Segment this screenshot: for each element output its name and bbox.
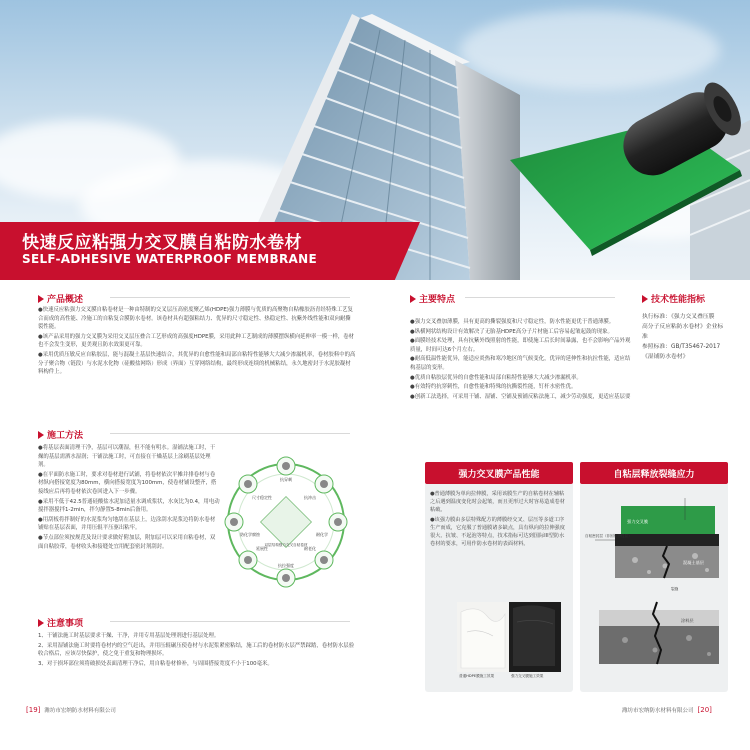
circle-label: 耐老化: [304, 546, 316, 551]
spec-line: 准: [642, 334, 648, 340]
section-heading-notes: [38, 616, 83, 629]
performance-circle-diagram: [222, 444, 350, 602]
photo-caption-cross: 强力交叉膜施工效果: [511, 674, 544, 678]
footer-company-right: 潍坊市宏纳防水材料有限公司: [622, 708, 694, 714]
footer-company-left: 潍坊市宏纳防水材料有限公司: [44, 708, 116, 714]
card-paragraph: ●普通薄膜为单向拉伸膜，采用该膜生产的自粘卷材在辅粘之后遇到温度变化时会起皱，而且更形过大时容易造成卷材粘破。: [430, 491, 565, 514]
membrane-comparison-photo: [457, 602, 561, 682]
circle-label: 抗冲击: [304, 495, 316, 500]
spec-line: 执行标准：《强力交叉叠压膜: [642, 314, 715, 320]
membrane-roll-image: [470, 60, 750, 270]
notes-paragraph: 2、采用湿铺法施工时要将卷材内的空气赶出，并用压辊碾压使卷材与水泥浆紧密粘结，施工后的卷材防水层严禁踩踏，卷材防水层验收合格后，应该尽快保护，使之免于重复和物理损坏。: [38, 642, 355, 658]
features-text: [410, 318, 635, 402]
method-text: [38, 444, 220, 552]
section-heading-label: 技术性能指标: [651, 295, 706, 305]
method-paragraph: ●在平面防水施工时，要求对卷材进行试铺，将卷材依次平摊并排卷材与卷材纵向搭接宽度为80mm，横向搭接宽度为100mm，使卷材铺设整齐，搭接线应后再将卷材依次卷回进入下一步骤。: [38, 471, 217, 495]
triangle-icon: [38, 619, 44, 627]
crack-stress-diagram: [585, 490, 723, 686]
triangle-icon: [38, 431, 44, 439]
page-number-right: [20]: [697, 706, 712, 714]
diagram-label-membrane: 强力交叉膜: [627, 519, 648, 524]
feature-item: ●面膜经技术处理，具有抗紫外线照射的性能，即使施工后长时间暴露，也不会影响产品外观质量，时间可达6个月左右。: [410, 338, 631, 353]
overview-paragraph: ●采用优质压敏反应自粘胶层，能与混凝土基层快速结合，其优异的自愈性能和局部自粘特性能够大大减少渗漏机率，卷材胶料中的高分子聚合物（链段）与水泥水化物（硅酸盐网络）形成（界面）互穿网络结构，最终形成连续的机械粘结，永久地密封于水泥胶凝材料构件上。: [38, 351, 356, 376]
product-title-cn: 快速反应粘强力交叉膜自粘防水卷材: [22, 233, 302, 253]
circle-label: 抗拉强度: [278, 563, 294, 568]
diagram-label-adhesive: 自粘密封层（非固化特性层）: [585, 534, 632, 538]
feature-item: ●创新工法选择，可采用干铺、湿铺、空铺及预铺反粘法施工，减少劳动强度，更适应基层要: [410, 393, 631, 400]
spec-line: 高分子反应粘防水卷材》企业标: [642, 324, 724, 330]
section-heading-overview: [38, 292, 83, 305]
divider: [110, 433, 350, 434]
notes-paragraph: 1、干铺法施工时基层要求干燥、干净，并用专用基层处理剂进行基层处理。: [38, 633, 220, 639]
section-heading-specs: [642, 292, 705, 305]
section-heading-label: 施工方法: [47, 431, 84, 441]
card-title-stress-release: 自粘层释放裂缝应力: [580, 462, 728, 484]
section-heading-method: [38, 428, 83, 441]
footer-right: [622, 706, 712, 714]
feature-item: ●有效特约抗穿刺性，自愈性能和特殊的抗撕裂性能，钉杆水密性优。: [410, 384, 577, 391]
method-paragraph: ●用刮板将拌制好的水泥浆均匀地刮在基层上，边涂刮水泥浆边将防水卷材铺贴在基层表面，并用压辊平压驱出粘牢。: [38, 516, 216, 532]
notes-text: [38, 632, 356, 669]
section-heading-features: [410, 292, 455, 305]
triangle-icon: [410, 295, 416, 303]
overview-text: [38, 306, 356, 378]
footer-left: [26, 706, 116, 714]
diagram-label-coating: 涂料层: [681, 618, 694, 623]
circle-label: 延展性: [256, 546, 268, 551]
method-paragraph: ●节点部位须按规范及设计要求做好附加层，附加层可以采用自粘卷材，双面自粘胶带，卷材收头和接缝处宜用配套密封剂刮封。: [38, 534, 216, 550]
section-heading-label: 注意事项: [47, 619, 84, 629]
divider: [465, 297, 615, 298]
divider: [110, 297, 350, 298]
photo-caption-normal: 普通HDPE膜施工效果: [459, 674, 495, 678]
card-left-text: [430, 490, 568, 549]
card-paragraph: ●该强力膜由多层特殊配方的薄膜经交叉、层压等多道工序生产而成，它克服了普通膜诸多缺点，具有纵向的拉伸强度很大、抗皱、不起泡等特点，技术指标可达到国际III型防水卷材的要求，可用作防水卷材的表面材料。: [430, 516, 565, 548]
circle-label: 防化学腐蚀: [240, 532, 260, 537]
page-number-left: [19]: [26, 706, 41, 714]
product-title-en: SELF-ADHESIVE WATERPROOF MEMBRANE: [22, 252, 317, 266]
diagram-label-crack: 裂缝: [671, 587, 679, 591]
spec-standards: [642, 312, 742, 362]
feature-item: ●优质自粘胶层优异的自愈性能和局部自粘特性能够大大减少渗漏机率。: [410, 374, 582, 381]
feature-item: ●耐高低温性能优异，能适应炎热和寒冷地区的气候变化，优异的延伸性和抗拉性能，适应结构基层的变形。: [410, 356, 631, 371]
circle-label: 尺寸稳定性: [252, 495, 272, 500]
overview-paragraph: ●快速反应粘强力交叉膜自粘卷材是一种由特制的交叉层压高密度聚乙烯(HDPE)强力薄膜与优质的高聚物自粘橡胶沥青经特殊工艺复合而成的高性能、冷施工的自粘复合膜防水卷材。该卷材具有超强粘结力、优异的尺寸稳定性、热稳定性、抗紫外线性能和双向耐撕裂性能。: [38, 307, 353, 331]
spec-line: 参照标准：GB/T35467-2017: [642, 344, 721, 350]
card-title-membrane-performance: 强力交叉膜产品性能: [425, 462, 573, 484]
section-heading-label: 主要特点: [419, 295, 456, 305]
notes-paragraph: 3、对于损坏部位须将破损处表面清理干净后，用自粘卷材修补，与周围搭接宽度不小于100毫米。: [38, 660, 273, 667]
triangle-icon: [642, 295, 648, 303]
feature-item: ●纵横网状结构设计有效解决了无胎基HDPE高分子片材施工后容易起皱起鼓的现象。: [410, 328, 613, 335]
diagram-label-substrate: 混凝土基层: [683, 560, 704, 565]
method-paragraph: ●将基层表面清理干净，基层可以潮湿，但不能有明水。湿铺法施工时，干燥的基层需洒水湿润；干铺法施工时，可直接在干燥基层上涂刷基层处理剂。: [38, 445, 216, 469]
feature-item: ●强力交叉叠加薄膜，具有更高的撕裂强度和尺寸稳定性，防水性能更优于普通薄膜。: [410, 319, 615, 325]
circle-label: 抗穿刺: [280, 477, 292, 482]
overview-paragraph: ●该产品采用的强力交叉膜为采用交叉层压叠合工艺形成的高强度HDPE膜，采用此种工艺制成的薄膜摆纵横向延伸率一模一样，卷材也不会发生变形，更美观且防水效果更可靠。: [38, 333, 355, 349]
method-paragraph: ●采用不低于42.5普通硅酸盐水泥加适量水调成浆状，水灰比为0.4，用电动搅拌器搅拌1-2min，拌匀静置5-8min后备用。: [38, 498, 220, 514]
section-heading-label: 产品概述: [47, 295, 84, 305]
divider: [110, 621, 350, 622]
triangle-icon: [38, 295, 44, 303]
circle-label: 耐化学: [316, 532, 328, 537]
circle-center-label: 双层结构强力交叉自粘卷材: [264, 543, 308, 547]
spec-line: 《湿铺防水卷材》: [642, 354, 689, 360]
